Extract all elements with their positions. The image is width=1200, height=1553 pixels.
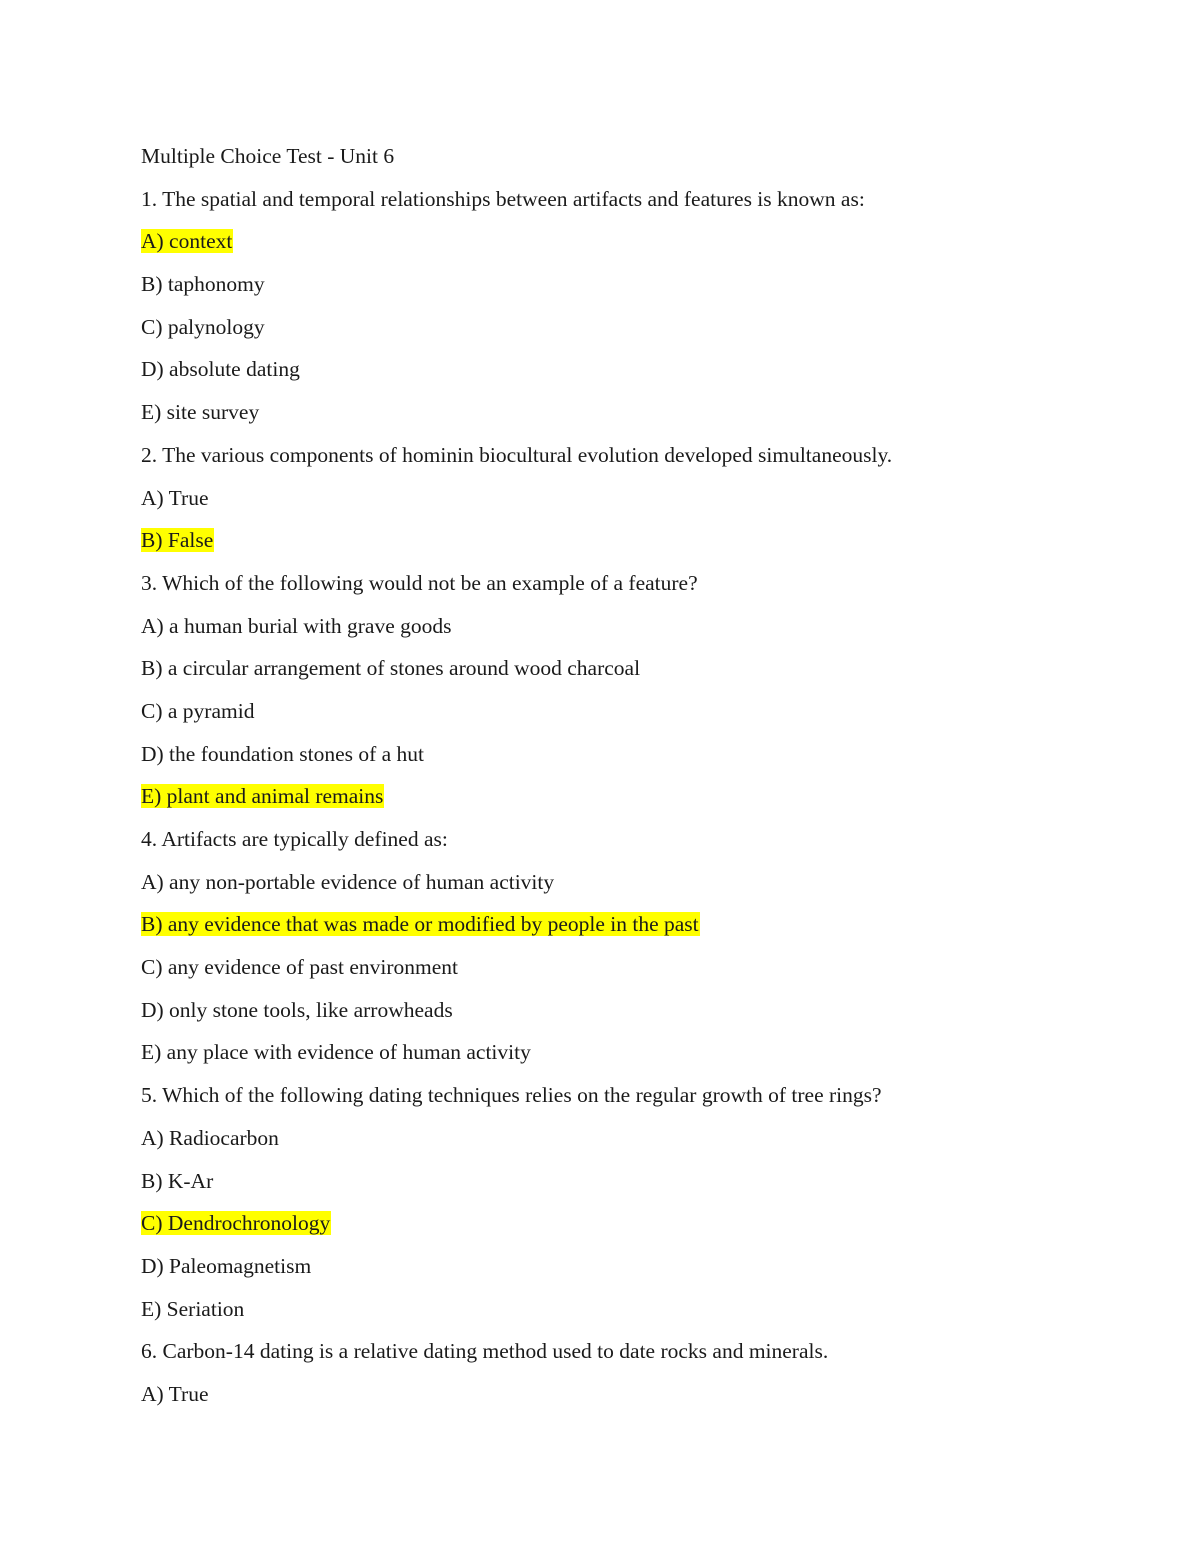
question-text xyxy=(141,1335,1101,1378)
answer-option xyxy=(141,396,1101,439)
answer-option xyxy=(141,1250,1101,1293)
line-text: B) K-Ar xyxy=(141,1168,214,1193)
line-text: B) False xyxy=(141,528,214,553)
answer-option xyxy=(141,1378,1101,1421)
answer-option-highlighted xyxy=(141,524,1101,567)
line-text: B) any evidence that was made or modified by people in the past xyxy=(141,912,699,937)
document-body xyxy=(141,140,1101,1421)
line-text: A) any non-portable evidence of human activity xyxy=(141,869,555,894)
question-list xyxy=(141,183,1101,1421)
answer-option xyxy=(141,1293,1101,1336)
answer-option xyxy=(141,951,1101,994)
line-text: B) taphonomy xyxy=(141,272,265,297)
line-text: C) Dendrochronology xyxy=(141,1211,331,1236)
answer-option xyxy=(141,738,1101,781)
line-text: A) Radiocarbon xyxy=(141,1125,279,1150)
line-text: 5. Which of the following dating techniques relies on the regular growth of tree rings? xyxy=(141,1083,882,1108)
answer-option-highlighted xyxy=(141,1207,1101,1250)
line-text: E) any place with evidence of human activity xyxy=(141,1040,531,1065)
answer-option xyxy=(141,1122,1101,1165)
answer-option xyxy=(141,994,1101,1037)
line-text: E) Seriation xyxy=(141,1296,245,1321)
line-text: A) True xyxy=(141,1381,209,1406)
answer-option xyxy=(141,610,1101,653)
question-text xyxy=(141,1079,1101,1122)
line-text: D) Paleomagnetism xyxy=(141,1253,312,1278)
answer-option xyxy=(141,268,1101,311)
document-title xyxy=(141,140,1101,183)
answer-option xyxy=(141,695,1101,738)
answer-option-highlighted xyxy=(141,780,1101,823)
line-text: A) a human burial with grave goods xyxy=(141,613,452,638)
question-text xyxy=(141,567,1101,610)
question-text xyxy=(141,823,1101,866)
document-title-text: Multiple Choice Test - Unit 6 xyxy=(141,144,395,168)
line-text: 4. Artifacts are typically defined as: xyxy=(141,827,448,851)
answer-option xyxy=(141,482,1101,525)
answer-option xyxy=(141,1036,1101,1079)
answer-option xyxy=(141,652,1101,695)
line-text: C) palynology xyxy=(141,314,265,339)
line-text: C) any evidence of past environment xyxy=(141,955,459,980)
line-text: D) the foundation stones of a hut xyxy=(141,741,425,766)
line-text: 6. Carbon-14 dating is a relative dating method used to date rocks and minerals. xyxy=(141,1339,829,1364)
answer-option xyxy=(141,353,1101,396)
line-text: A) True xyxy=(141,485,209,510)
line-text: E) plant and animal remains xyxy=(141,784,384,809)
line-text: E) site survey xyxy=(141,400,260,425)
line-text: D) absolute dating xyxy=(141,357,300,382)
line-text: A) context xyxy=(141,229,233,254)
answer-option xyxy=(141,1165,1101,1208)
question-text xyxy=(141,439,1101,482)
line-text: B) a circular arrangement of stones around wood charcoal xyxy=(141,656,641,681)
question-text xyxy=(141,183,1101,226)
line-text: C) a pyramid xyxy=(141,698,255,723)
line-text: 1. The spatial and temporal relationships between artifacts and features is known as: xyxy=(141,186,865,211)
answer-option-highlighted xyxy=(141,908,1101,951)
answer-option-highlighted xyxy=(141,225,1101,268)
line-text: 3. Which of the following would not be an example of a feature? xyxy=(141,570,698,595)
answer-option xyxy=(141,866,1101,909)
answer-option xyxy=(141,311,1101,354)
line-text: D) only stone tools, like arrowheads xyxy=(141,997,453,1022)
line-text: 2. The various components of hominin biocultural evolution developed simultaneously. xyxy=(141,442,893,467)
